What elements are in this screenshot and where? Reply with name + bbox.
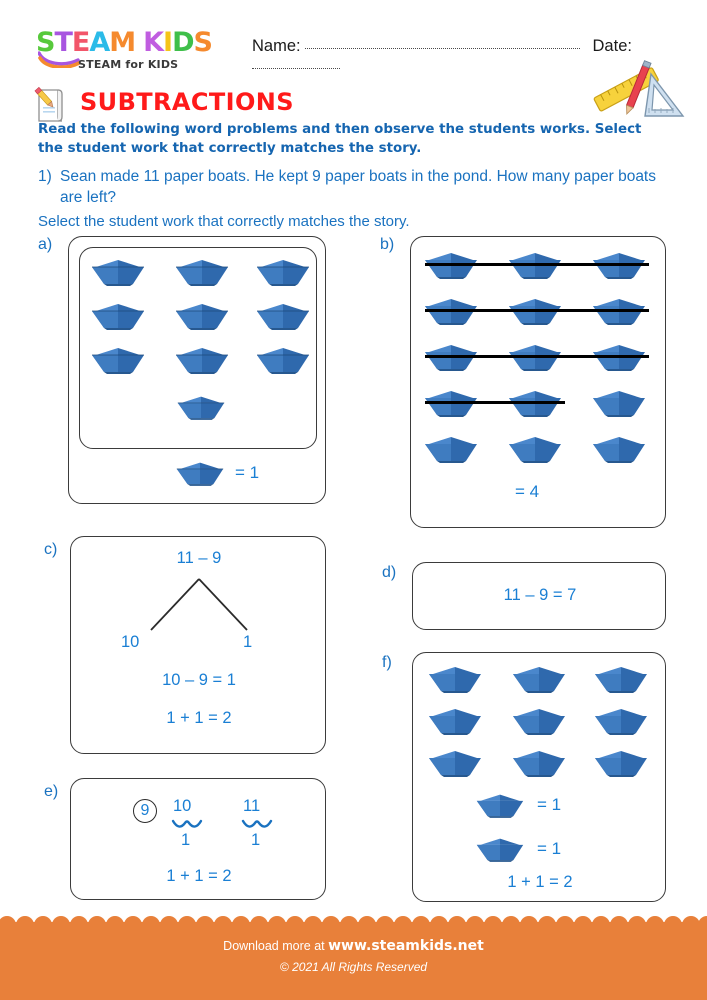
paper-boat-icon bbox=[475, 835, 525, 862]
paper-boat-icon bbox=[593, 663, 649, 693]
swoosh-icon bbox=[38, 48, 80, 68]
option-e-col2-bottom: 1 bbox=[251, 831, 261, 849]
option-d-box[interactable] bbox=[412, 562, 666, 630]
option-f-row2-result: = 1 bbox=[537, 839, 562, 858]
option-d-label: d) bbox=[382, 564, 397, 581]
paper-boat-icon bbox=[255, 344, 311, 374]
option-e-label: e) bbox=[44, 783, 59, 800]
option-a-label: a) bbox=[38, 236, 53, 253]
paper-boat-icon bbox=[507, 433, 563, 463]
logo-letter: E bbox=[71, 27, 90, 58]
option-f-row1-result: = 1 bbox=[537, 795, 562, 814]
instructions-text: Read the following word problems and then observe the students works. Select the student work that correctly matches the story. bbox=[38, 122, 642, 156]
option-c-line1: 10 – 9 = 1 bbox=[162, 671, 236, 689]
option-a-inner-box bbox=[79, 247, 317, 449]
number-bond-right: 1 bbox=[243, 633, 253, 651]
paper-boat-icon bbox=[255, 300, 311, 330]
logo-letter: S bbox=[193, 27, 212, 58]
paper-boat-icon bbox=[427, 747, 483, 777]
strikethrough-line bbox=[425, 309, 649, 312]
paper-boat-icon bbox=[511, 747, 567, 777]
paper-boat-icon bbox=[593, 705, 649, 735]
paper-boat-icon bbox=[591, 387, 647, 417]
paper-boat-icon bbox=[593, 747, 649, 777]
logo-letter: D bbox=[172, 27, 194, 58]
option-a-box[interactable] bbox=[68, 236, 326, 504]
paper-boat-icon bbox=[423, 433, 479, 463]
paper-boat-icon bbox=[255, 256, 311, 286]
paper-boat-icon bbox=[511, 663, 567, 693]
paper-boat-icon bbox=[176, 393, 226, 420]
option-e-col1-bottom: 1 bbox=[181, 831, 191, 849]
logo-letter: K bbox=[143, 27, 164, 58]
option-c-label: c) bbox=[44, 541, 58, 558]
paper-boat-icon bbox=[175, 459, 225, 486]
paper-boat-icon bbox=[475, 791, 525, 818]
option-f-label: f) bbox=[382, 654, 392, 671]
problem-text: Sean made 11 paper boats. He kept 9 paper boats in the pond. How many paper boats are left? bbox=[60, 168, 656, 206]
logo-letter: S bbox=[36, 27, 55, 58]
steam-kids-logo bbox=[36, 28, 221, 76]
strikethrough-line-partial bbox=[425, 401, 565, 404]
footer-download-line bbox=[0, 938, 707, 954]
footer-copyright: © 2021 All Rights Reserved bbox=[279, 960, 428, 974]
paper-boat-icon bbox=[90, 300, 146, 330]
logo-letter: M bbox=[109, 27, 136, 58]
option-b-result: = 4 bbox=[515, 482, 540, 501]
word-problem bbox=[38, 166, 658, 208]
ruler-pencil-triangle-icon bbox=[585, 58, 690, 126]
logo-letter: I bbox=[163, 27, 173, 58]
date-input[interactable] bbox=[252, 56, 340, 69]
option-e-box[interactable] bbox=[70, 778, 326, 900]
option-f-box[interactable] bbox=[412, 652, 666, 902]
option-f-sum: 1 + 1 = 2 bbox=[507, 873, 573, 891]
circled-number: 9 bbox=[133, 799, 157, 823]
number-bond-branches bbox=[129, 575, 269, 635]
name-input[interactable] bbox=[305, 36, 580, 49]
paper-boat-icon bbox=[174, 256, 230, 286]
paper-boat-icon bbox=[427, 705, 483, 735]
page-footer bbox=[0, 922, 707, 1000]
paper-boat-icon bbox=[174, 300, 230, 330]
strikethrough-line bbox=[425, 263, 649, 266]
strikethrough-line bbox=[425, 355, 649, 358]
option-d-equation: 11 – 9 = 7 bbox=[503, 586, 577, 604]
paper-boat-icon bbox=[511, 705, 567, 735]
logo-letter: A bbox=[89, 27, 110, 58]
footer-site-link[interactable]: www.steamkids.net bbox=[328, 938, 484, 954]
footer-download-text: Download more at bbox=[223, 939, 325, 953]
paper-boat-icon bbox=[90, 344, 146, 374]
scallop-edge bbox=[0, 913, 707, 931]
notepad-pencil-icon bbox=[30, 84, 70, 124]
option-c-line2: 1 + 1 = 2 bbox=[166, 709, 232, 727]
paper-boat-icon bbox=[90, 256, 146, 286]
option-e-col1-top: 10 bbox=[173, 797, 192, 815]
name-label: Name: bbox=[252, 37, 301, 55]
paper-boat-icon bbox=[174, 344, 230, 374]
paper-boat-icon bbox=[591, 433, 647, 463]
logo-tagline: STEAM for KIDS bbox=[78, 58, 179, 71]
select-prompt: Select the student work that correctly matches the story. bbox=[38, 213, 410, 230]
option-a-result: = 1 bbox=[235, 463, 260, 482]
page-title: SUBTRACTIONS bbox=[80, 88, 294, 116]
date-label: Date: bbox=[592, 37, 632, 55]
problem-number: 1) bbox=[38, 168, 52, 185]
option-e-col2-top: 11 bbox=[243, 797, 261, 815]
option-c-box[interactable] bbox=[70, 536, 326, 754]
number-bond-left: 10 bbox=[121, 633, 140, 651]
logo-letter: T bbox=[54, 27, 72, 58]
option-b-label: b) bbox=[380, 236, 395, 253]
option-e-sum: 1 + 1 = 2 bbox=[166, 867, 232, 885]
paper-boat-icon bbox=[427, 663, 483, 693]
number-bond-top: 11 – 9 bbox=[176, 549, 222, 567]
option-b-box[interactable] bbox=[410, 236, 666, 528]
